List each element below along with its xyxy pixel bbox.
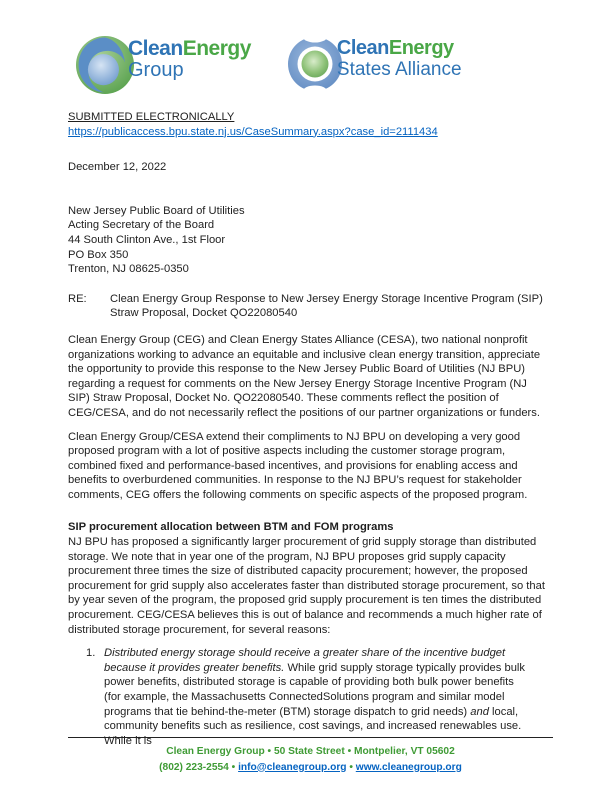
recipient-line: Trenton, NJ 08625-0350 (68, 263, 189, 276)
case-summary-link[interactable]: https://publicaccess.bpu.state.nj.us/CaseSummary.aspx?case_id=2111434 (68, 125, 438, 138)
cesa-word-energy: Energy (388, 37, 454, 59)
re-subject-text: Clean Energy Group Response to New Jersey Energy Storage Incentive Program (SIP) Straw Proposal, Docket QO22080540 (110, 292, 543, 320)
cesa-word-clean: Clean (336, 37, 389, 59)
recipient-line: 44 South Clinton Ave., 1st Floor (68, 233, 226, 246)
ceg-word-energy: Energy (182, 37, 251, 60)
list-item-text-b: local, community benefits such as resilience, cost savings, and increased renewables use. While it is (104, 705, 522, 747)
re-label: RE: (68, 292, 87, 305)
recipient-line: New Jersey Public Board of Utilities (68, 204, 245, 217)
footer-phone: (802) 223-2554 (159, 761, 229, 773)
footer-contact-line (68, 760, 553, 776)
footer-bullet-separator: • (349, 761, 353, 773)
procurement-paragraph: NJ BPU has proposed a significantly larger procurement of grid supply storage than distributed storage. We note that in year one of the program, NJ BPU proposes grid supply capacity procurement three times the size of distributed capacity procurement; however, the proposed procurement for grid supply also accelerates faster than distributed storage procurement, so that by year seven of the program, the proposed grid supply procurement is ten times the distributed procurement. CEG/CESA believes this is out of balance and recommends a much higher rate of distributed storage procurement, for several reasons: (68, 536, 545, 636)
intro-paragraph: Clean Energy Group (CEG) and Clean Energy States Alliance (CESA), two national nonprofit organizations working to advance an equitable and inclusive clean energy transition, appreciate the opportunity to provide this response to the New Jersey Public Board of Utilities (NJ BPU) regarding a request for comments on the New Jersey Energy Storage Incentive Program (NJ SIP) Straw Proposal, Docket No. QO22080540. These comments reflect the position of CEG/CESA, and do not necessarily reflect the positions of our partner organizations or funders. (68, 333, 541, 419)
letter-date: December 12, 2022 (68, 161, 167, 174)
re-subject-block (68, 292, 550, 321)
list-item-number: 1. (86, 647, 96, 660)
ceg-swirl-icon (76, 36, 134, 94)
footer-email-link[interactable]: info@cleanegroup.org (238, 761, 347, 773)
list-item-italic-connector: and (470, 705, 489, 718)
footer-bullet-separator: • (231, 761, 236, 773)
header-logos (76, 36, 550, 100)
footer-address-line: Clean Energy Group • 50 State Street • Montpelier, VT 05602 (166, 746, 455, 757)
page-footer (68, 737, 553, 775)
ceg-wordmark (128, 38, 251, 60)
recipient-address-block (68, 204, 550, 277)
clean-energy-states-alliance-logo (287, 36, 462, 92)
clean-energy-group-logo (76, 36, 251, 94)
recipient-line: Acting Secretary of the Board (68, 219, 215, 232)
ceg-word-clean: Clean (128, 37, 183, 60)
recipient-line: PO Box 350 (68, 248, 129, 261)
cesa-wordmark (337, 38, 462, 59)
list-item-text (104, 646, 532, 748)
submitted-electronically-label: SUBMITTED ELECTRONICALLY (68, 111, 235, 123)
list-item (86, 646, 550, 748)
reasons-list (68, 646, 550, 748)
list-item-italic-lead: Distributed energy storage should receive a greater share of the incentive budget because it provides greater benefits. (104, 647, 506, 674)
compliments-paragraph: Clean Energy Group/CESA extend their compliments to NJ BPU on developing a very good proposed program with a lot of positive aspects including the customer storage program, combined fixed and performance-based incentives, and provisions for enabling access and benefits to overburdened communities. In response to the NJ BPU’s request for stakeholder comments, CEG offers the following comments on specific aspects of the proposed program. (68, 430, 528, 501)
list-item-text-a: While grid supply storage typically provides bulk power benefits, distributed storage is capable of providing both bulk power benefits (for example, the Massachusetts ConnectedSolutions program and similar model programs that tie behind-the-meter (BTM) storage dispatch to grid needs) (104, 661, 525, 718)
section-heading: SIP procurement allocation between BTM and FOM programs (68, 521, 394, 534)
cesa-orb-icon (287, 36, 343, 92)
cesa-subtitle: States Alliance (336, 59, 462, 80)
footer-website-link[interactable]: www.cleanegroup.org (355, 761, 462, 773)
ceg-subtitle: Group (128, 59, 184, 81)
